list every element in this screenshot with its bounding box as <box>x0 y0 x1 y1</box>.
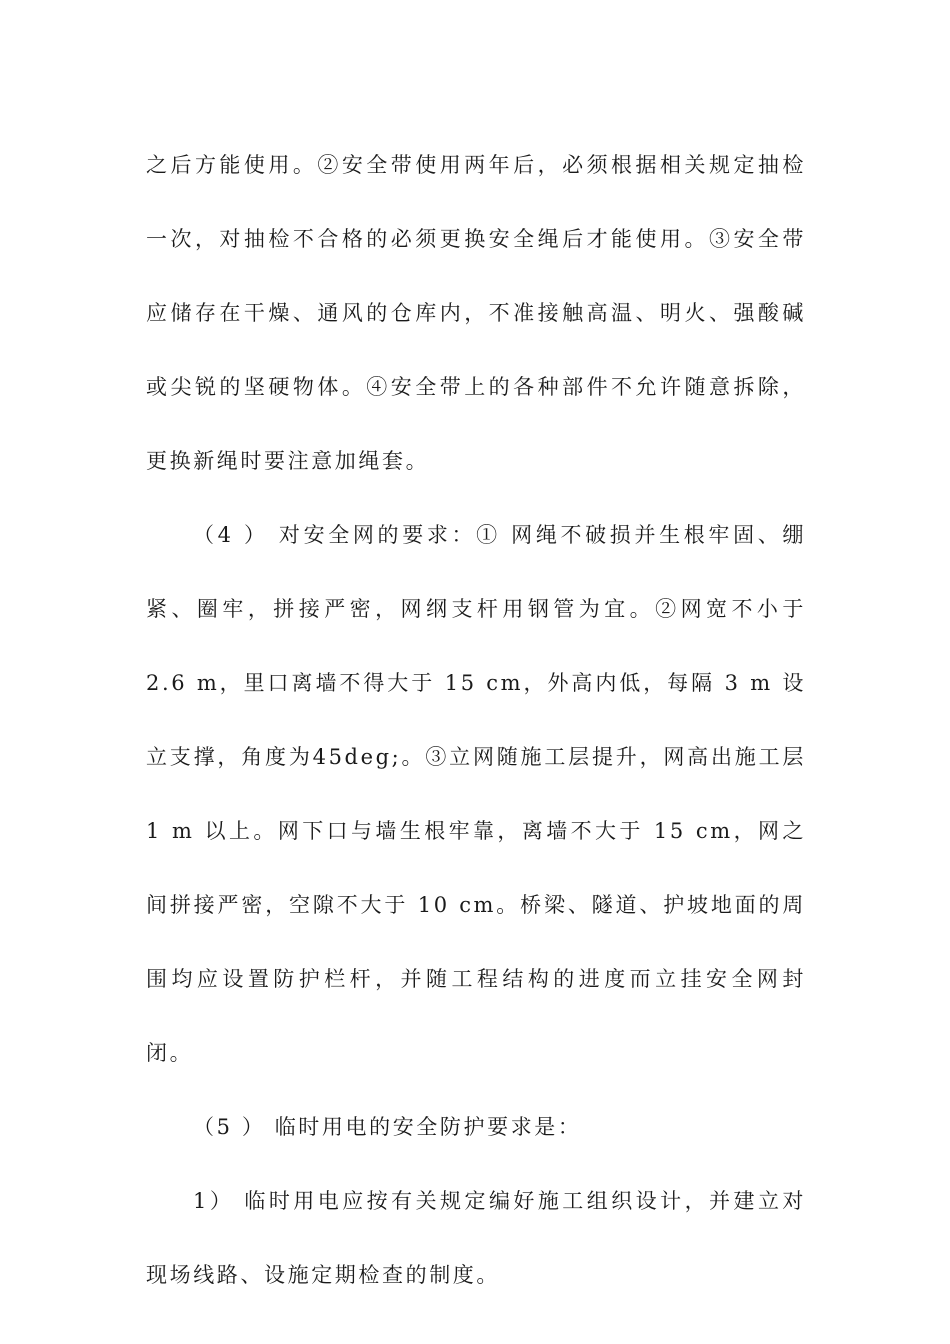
paragraph-safety-belt: 之后方能使用。②安全带使用两年后，必须根据相关规定抽检一次，对抽检不合格的必须更换安全绳后才能使用。③安全带应储存在干燥、通风的仓库内，不准接触高温、明火、强酸碱或尖锐的坚硬物体。④安全带上的各种部件不允许随意拆除，更换新绳时要注意加绳套。 <box>146 153 806 473</box>
paragraph-safety-net: （4 ） 对安全网的要求：① 网绳不破损并生根牢固、绷紧、圈牢，拼接严密，网纲支杆用钢管为宜。②网宽不小于 2.6 m，里口离墙不得大于 15 cm，外高内低，每隔 3 m 设立支撑，角度为45deg;。③立网随施工层提升，网高出施工层 1 m 以上。网下口与墙生根牢靠，离墙不大于 15 cm，网之间拼接严密，空隙不大于 10 cm。桥梁、隧道、护坡地面的周围均应设置防护栏杆，并随工程结构的进度而立挂安全网封闭。 <box>146 523 806 1065</box>
paragraph-temporary-power-heading: （5 ） 临时用电的安全防护要求是： <box>193 1115 582 1139</box>
document-body <box>146 128 806 1312</box>
paragraph-temporary-power-item-1: 1） 临时用电应按有关规定编好施工组织设计，并建立对现场线路、设施定期检查的制度。 <box>146 1189 806 1287</box>
